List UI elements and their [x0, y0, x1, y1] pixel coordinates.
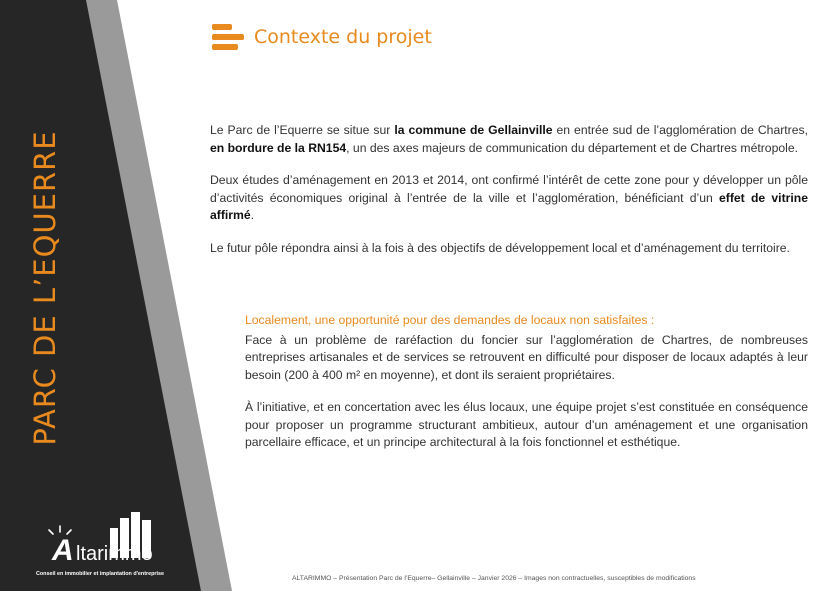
footer-text: ALTARIMMO – Présentation Parc de l’Equerre– Gellainville – Janvier 2026 – Images non contractuelles, susceptibles de modifications	[292, 575, 696, 582]
section-header	[212, 22, 432, 52]
paragraph-rarefaction: Face à un problème de raréfaction du foncier sur l’agglomération de Chartres, de nombreuses entreprises artisanales et de services se retrouvent en difficulté pour disposer de locaux adaptés à leur besoin (200 à 400 m² en moyenne), et dont ils seraient propriétaires.	[245, 332, 808, 382]
main-content	[210, 122, 808, 272]
section-title: Contexte du projet	[254, 26, 432, 48]
highlight-commune: la commune de Gellainville	[394, 123, 553, 137]
vertical-title: PARC DE L’EQUERRE	[28, 130, 62, 446]
stacked-bars-icon	[212, 23, 244, 51]
logo-sun-rays	[49, 526, 71, 534]
subsection-opportunity	[245, 312, 808, 467]
altarimmo-logo	[36, 510, 176, 580]
subsection-title: Localement, une opportunité pour des demandes de locaux non satisfaites :	[245, 313, 655, 327]
paragraph-studies: Deux études d’aménagement en 2013 et 2014, ont confirmé l’intérêt de cette zone pour y développer un pôle d’activités économiques original à l’entrée de la ville et l’agglomération, bénéficiant d’un effet de vitrine affirmé.	[210, 173, 808, 222]
logo-wordmark: ltarimmo	[76, 543, 153, 565]
highlight-vitrine: effet de vitrine affirmé	[210, 190, 808, 222]
paragraph-initiative: À l’initiative, et en concertation avec les élus locaux, une équipe projet s’est constituée en conséquence pour proposer un programme structurant ambitieux, autour d’un aménagement et une organisation parcellaire efficace, et un principe architectural à la fois fonctionnel et esthétique.	[245, 400, 808, 449]
highlight-rn154: en bordure de la RN154	[210, 140, 347, 155]
paragraph-objectives: Le futur pôle répondra ainsi à la fois à des objectifs de développement local et d’aménagement du territoire.	[210, 240, 790, 255]
paragraph-location: Le Parc de l’Equerre se situe sur la commune de Gellainville en entrée sud de l’agglomération de Chartres, en bordure de la RN154, un des axes majeurs de communication du département et de Chartres métropole.	[210, 123, 809, 155]
logo-initial: A	[52, 534, 74, 567]
logo-tagline: Conseil en immobilier et implantation d'entreprise	[36, 571, 164, 577]
